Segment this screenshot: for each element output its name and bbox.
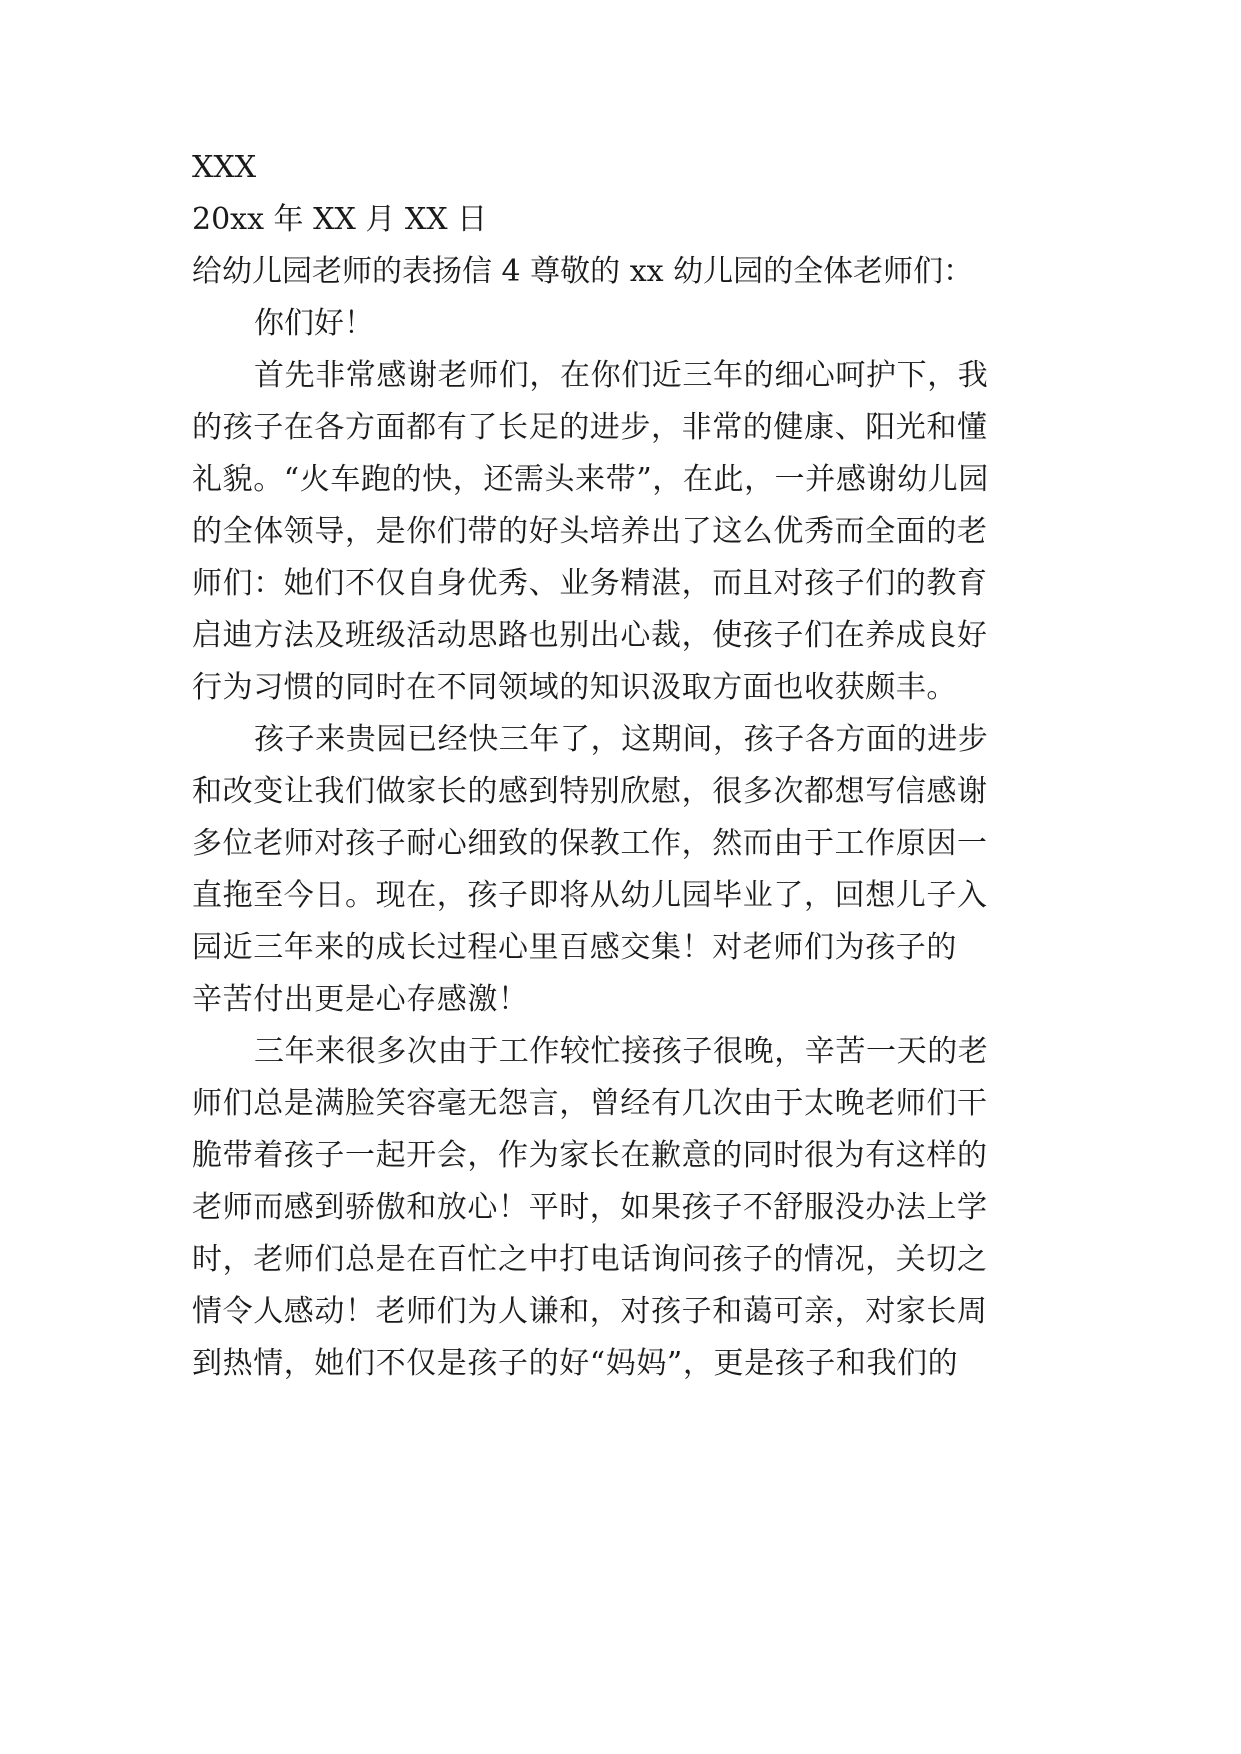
signature: XXX <box>192 150 257 185</box>
paragraph-1-line-5: 师们：她们不仅自身优秀、业务精湛，而且对孩子们的教育 <box>192 566 988 601</box>
paragraph-3-line-7: 到热情，她们不仅是孩子的好“妈妈”，更是孩子和我们的 <box>192 1346 959 1381</box>
paragraph-1-line-7: 行为习惯的同时在不同领域的知识汲取方面也收获颇丰。 <box>192 670 957 705</box>
paragraph-2-line-2: 和改变让我们做家长的感到特别欣慰，很多次都想写信感谢 <box>192 774 988 809</box>
paragraph-1-line-1: 首先非常感谢老师们，在你们近三年的细心呵护下，我 <box>254 358 989 393</box>
paragraph-1-line-6: 启迪方法及班级活动思路也别出心裁，使孩子们在养成良好 <box>192 618 988 653</box>
letter-heading: 给幼儿园老师的表扬信 4 尊敬的 xx 幼儿园的全体老师们： <box>192 254 974 289</box>
paragraph-1-line-2: 的孩子在各方面都有了长足的进步，非常的健康、阳光和懂 <box>192 410 988 445</box>
paragraph-3-line-3: 脆带着孩子一起开会，作为家长在歉意的同时很为有这样的 <box>192 1138 988 1173</box>
paragraph-3-line-4: 老师而感到骄傲和放心！平时，如果孩子不舒服没办法上学 <box>192 1190 988 1225</box>
paragraph-3-line-5: 时，老师们总是在百忙之中打电话询问孩子的情况，关切之 <box>192 1242 988 1277</box>
paragraph-3-line-2: 师们总是满脸笑容毫无怨言，曾经有几次由于太晚老师们干 <box>192 1086 988 1121</box>
paragraph-1-line-3: 礼貌。“火车跑的快，还需头来带”，在此，一并感谢幼儿园 <box>192 462 989 497</box>
paragraph-3-line-1: 三年来很多次由于工作较忙接孩子很晚，辛苦一天的老 <box>254 1034 989 1069</box>
paragraph-2-line-6: 辛苦付出更是心存感激！ <box>192 982 529 1017</box>
paragraph-2-line-3: 多位老师对孩子耐心细致的保教工作，然而由于工作原因一 <box>192 826 988 861</box>
paragraph-2-line-4: 直拖至今日。现在，孩子即将从幼儿园毕业了，回想儿子入 <box>192 878 988 913</box>
paragraph-2-line-1: 孩子来贵园已经快三年了，这期间，孩子各方面的进步 <box>254 722 989 757</box>
date: 20xx 年 XX 月 XX 日 <box>192 202 488 237</box>
greeting: 你们好！ <box>254 306 374 341</box>
paragraph-3-line-6: 情令人感动！老师们为人谦和，对孩子和蔼可亲，对家长周 <box>192 1294 988 1329</box>
paragraph-1-line-4: 的全体领导，是你们带的好头培养出了这么优秀而全面的老 <box>192 514 988 549</box>
paragraph-2-line-5: 园近三年来的成长过程心里百感交集！对老师们为孩子的 <box>192 930 957 965</box>
